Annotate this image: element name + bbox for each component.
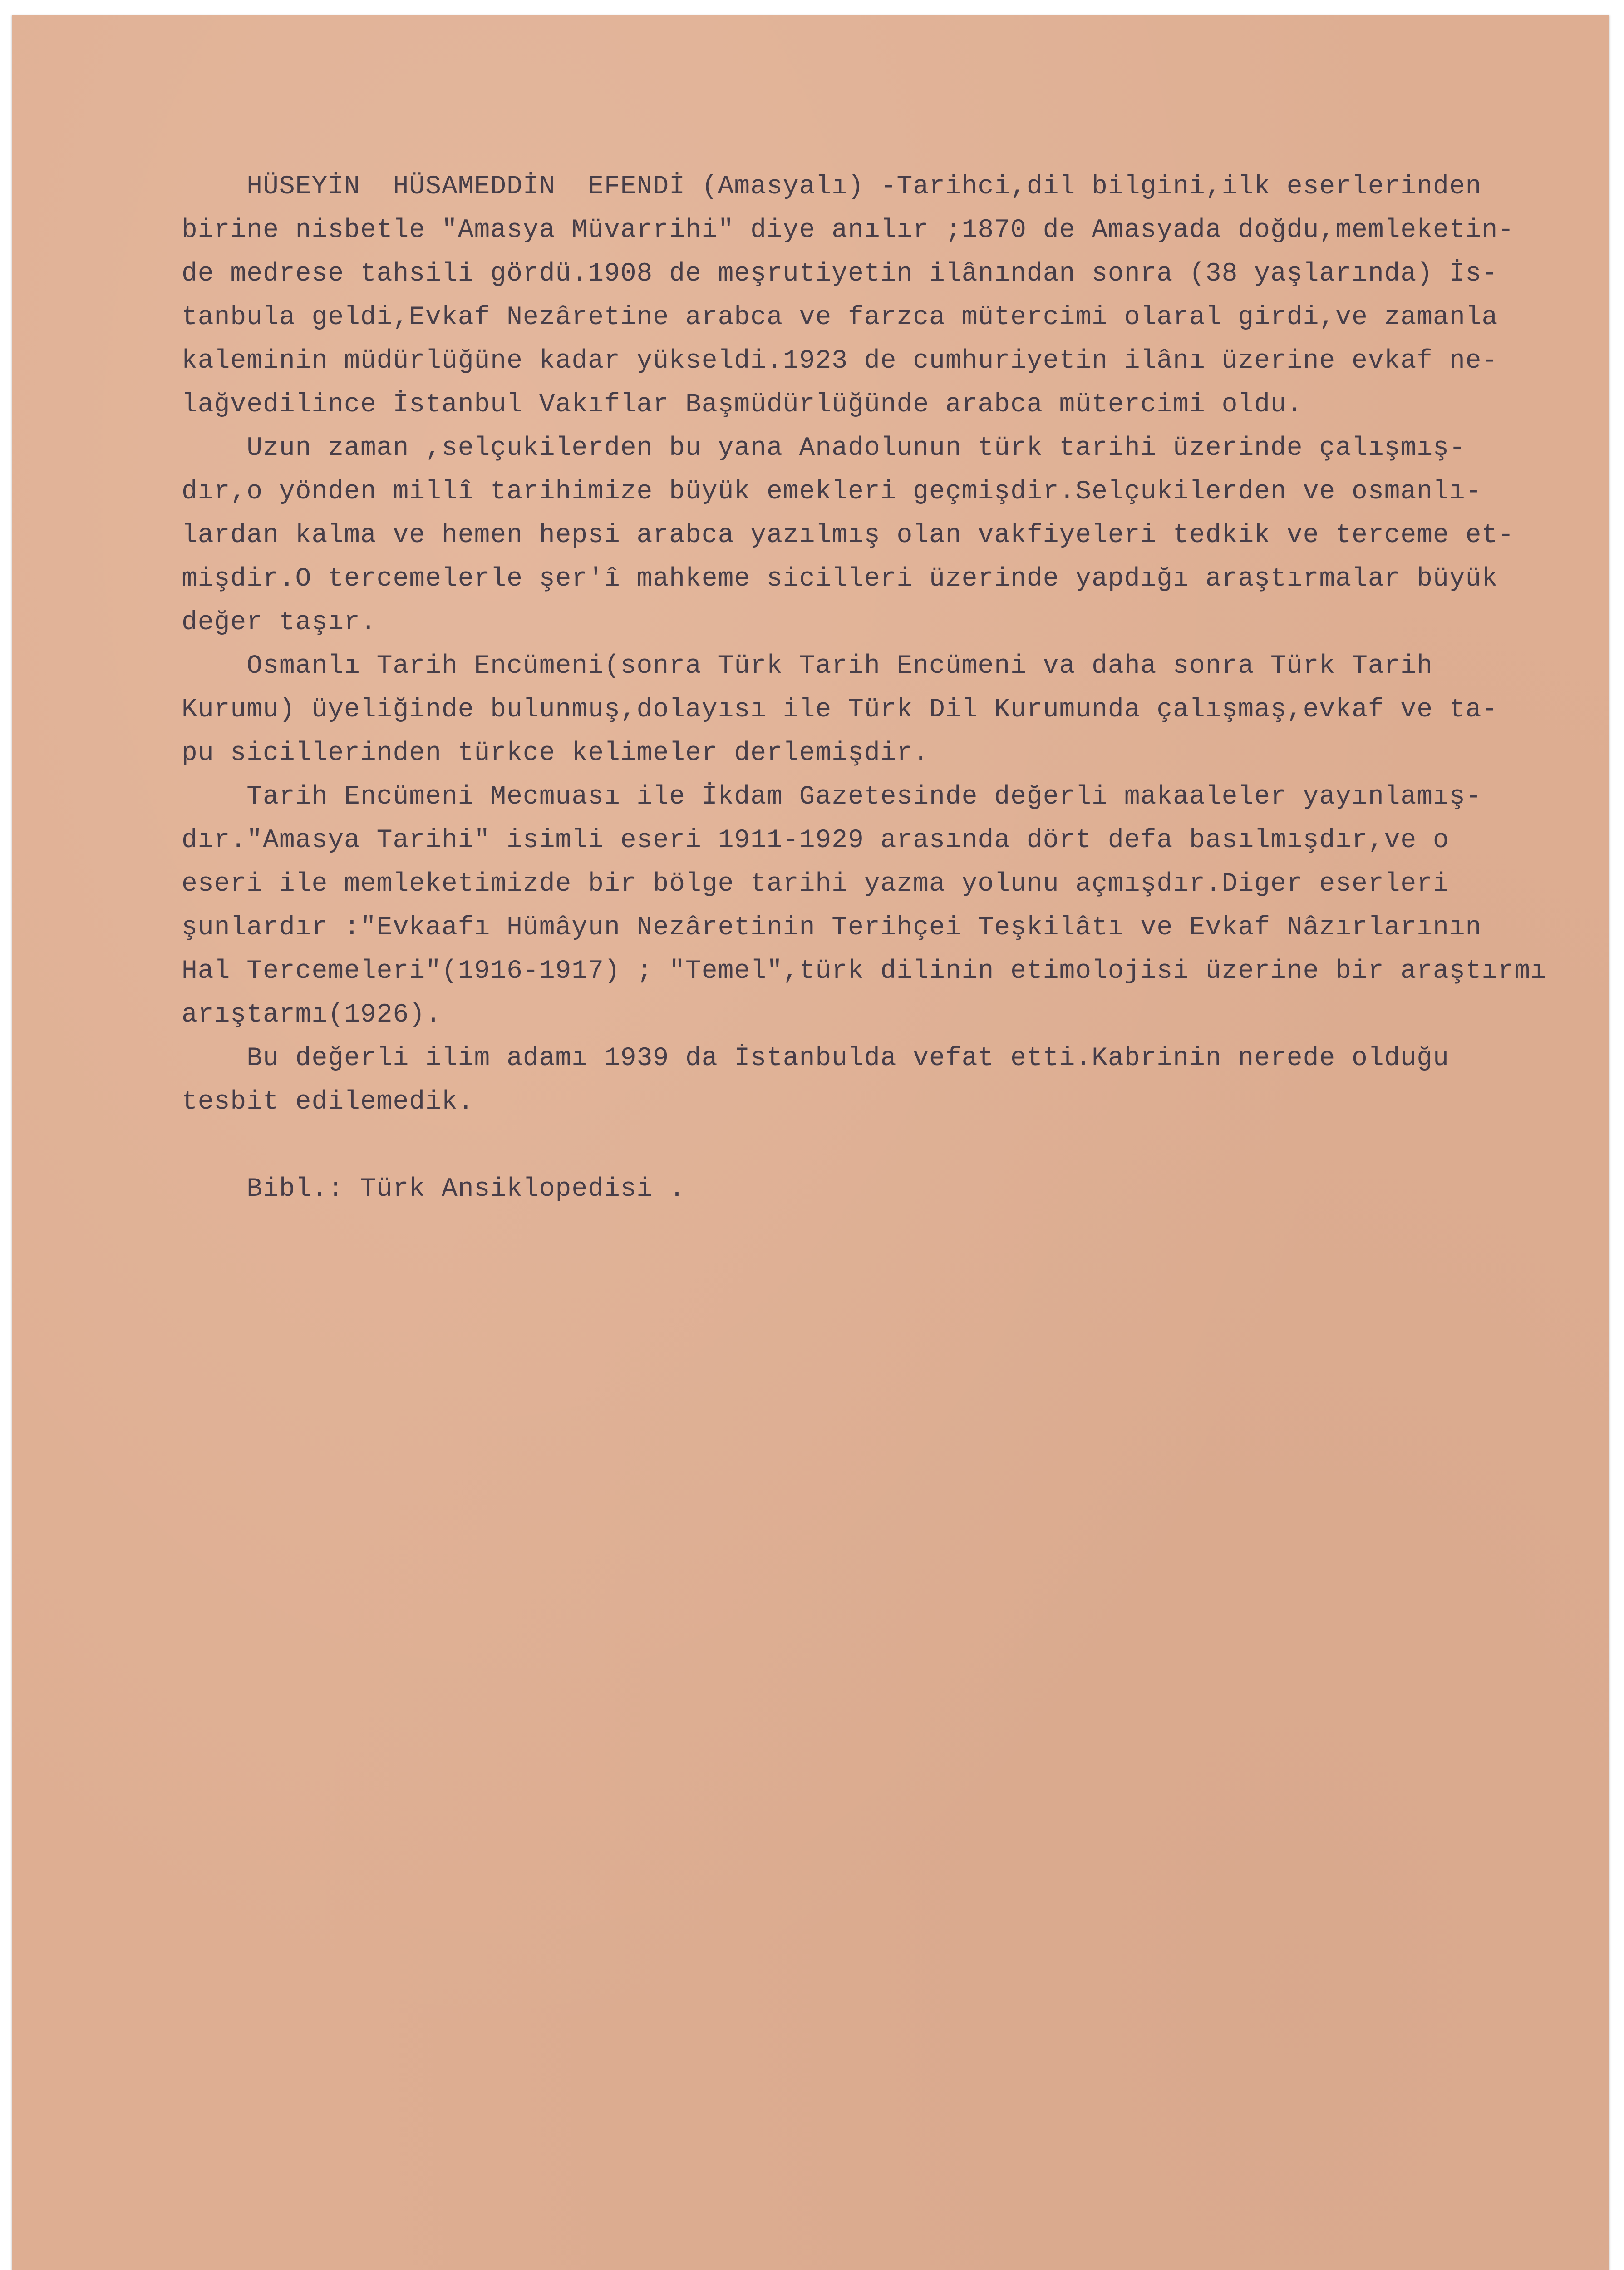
text-line: HÜSEYİN HÜSAMEDDİN EFENDİ (Amasyalı) -Tarihci,dil bilgini,ilk eserlerinden [182, 172, 1482, 202]
text-line: dır."Amasya Tarihi" isimli eseri 1911-1929 arasında dört defa basılmışdır,ve o [182, 826, 1449, 855]
text-line: dır,o yönden millî tarihimize büyük emekleri geçmişdir.Selçukilerden ve osmanlı- [182, 477, 1482, 507]
text-line: değer taşır. [182, 608, 377, 637]
text-line: lardan kalma ve hemen hepsi arabca yazılmış olan vakfiyeleri tedkik ve terceme et- [182, 521, 1515, 550]
text-line: mişdir.O tercemelerle şer'î mahkeme sicilleri üzerinde yapdığı araştırmalar büyük [182, 564, 1498, 594]
text-line: tanbula geldi,Evkaf Nezâretine arabca ve farzca mütercimi olaral girdi,ve zamanla [182, 303, 1498, 332]
text-line: Uzun zaman ,selçukilerden bu yana Anadolunun türk tarihi üzerinde çalışmış- [182, 434, 1466, 463]
text-line: şunlardır :"Evkaafı Hümâyun Nezâretinin Terihçei Teşkilâtı ve Evkaf Nâzırlarının [182, 913, 1482, 943]
bibliography-line: Bibl.: Türk Ansiklopedisi . [182, 1174, 685, 1204]
typewritten-text [182, 165, 1620, 1211]
text-line: de medrese tahsili gördü.1908 de meşrutiyetin ilânından sonra (38 yaşlarında) İs- [182, 259, 1498, 289]
paper-sheet [12, 15, 1609, 2270]
text-line: Bu değerli ilim adamı 1939 da İstanbulda vefat etti.Kabrinin nerede olduğu [182, 1044, 1449, 1073]
text-line: Tarih Encümeni Mecmuası ile İkdam Gazetesinde değerli makaaleler yayınlamış- [182, 782, 1482, 812]
text-line: tesbit edilemedik. [182, 1087, 474, 1117]
text-line: Kurumu) üyeliğinde bulunmuş,dolayısı ile Türk Dil Kurumunda çalışmaş,evkaf ve ta- [182, 695, 1498, 725]
text-line: Osmanlı Tarih Encümeni(sonra Türk Tarih Encümeni va daha sonra Türk Tarih [182, 651, 1433, 681]
text-line: kaleminin müdürlüğüne kadar yükseldi.1923 de cumhuriyetin ilânı üzerine evkaf ne- [182, 346, 1498, 376]
text-line: birine nisbetle "Amasya Müvarrihi" diye anılır ;1870 de Amasyada doğdu,memleketin- [182, 216, 1515, 245]
text-line: arıştarmı(1926). [182, 1000, 442, 1030]
text-line: eseri ile memleketimizde bir bölge tarihi yazma yolunu açmışdır.Diger eserleri [182, 869, 1449, 899]
text-line: Hal Tercemeleri"(1916-1917) ; "Temel",türk dilinin etimolojisi üzerine bir araştırmı [182, 957, 1547, 986]
text-line: lağvedilince İstanbul Vakıflar Başmüdürlüğünde arabca mütercimi oldu. [182, 390, 1303, 419]
blank-line [182, 1124, 1620, 1168]
text-line: pu sicillerinden türkce kelimeler derlemişdir. [182, 739, 930, 768]
